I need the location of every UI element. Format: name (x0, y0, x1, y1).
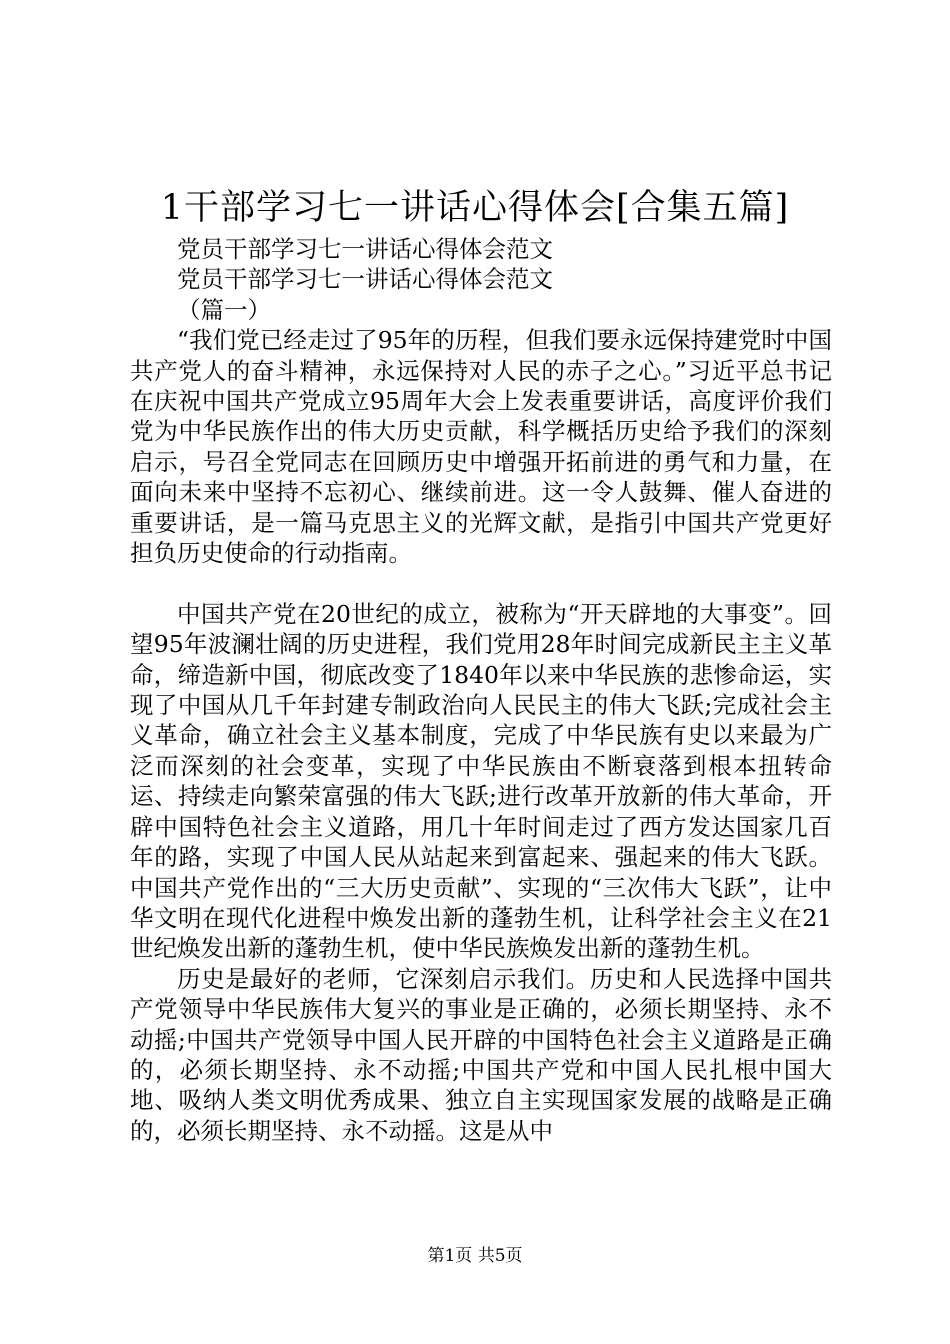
paragraph-spacer (130, 568, 832, 598)
paragraph-2: 中国共产党在20世纪的成立，被称为“开天辟地的大事变”。回望95年波澜壮阔的历史进程，我们党用28年时间完成新民主主义革命，缔造新中国，彻底改变了1840年以来中华民族的悲惨命运，实现了中国从几千年封建专制政治向人民民主的伟大飞跃;完成社会主义革命，确立社会主义基本制度，完成了中华民族有史以来最为广泛而深刻的社会变革，实现了中华民族由不断衰落到根本扭转命运、持续走向繁荣富强的伟大飞跃;进行改革开放新的伟大革命，开辟中国特色社会主义道路，用几十年时间走过了西方发达国家几百年的路，实现了中国人民从站起来到富起来、强起来的伟大飞跃。中国共产党作出的“三大历史贡献”、实现的“三次伟大飞跃”，让中华文明在现代化进程中焕发出新的蓬勃生机，让科学社会主义在21世纪焕发出新的蓬勃生机，使中华民族焕发出新的蓬勃生机。 (130, 599, 832, 963)
paragraph-1: “我们党已经走过了95年的历程，但我们要永远保持建党时中国共产党人的奋斗精神，永远保持对人民的赤子之心。”习近平总书记在庆祝中国共产党成立95周年大会上发表重要讲话，高度评价我们党为中华民族作出的伟大历史贡献，科学概括历史给予我们的深刻启示，号召全党同志在回顾历史中增强开拓前进的勇气和力量，在面向未来中坚持不忘初心、继续前进。这一令人鼓舞、催人奋进的重要讲话，是一篇马克思主义的光辉文献，是指引中国共产党更好担负历史使命的行动指南。 (130, 326, 832, 568)
section-label: （篇一） (177, 295, 271, 324)
paragraph-3: 历史是最好的老师，它深刻启示我们。历史和人民选择中国共产党领导中华民族伟大复兴的事业是正确的，必须长期坚持、永不动摇;中国共产党领导中国人民开辟的中国特色社会主义道路是正确的，必须长期坚持、永不动摇;中国共产党和中国人民扎根中国大地、吸纳人类文明优秀成果、独立自主实现国家发展的战略是正确的，必须长期坚持、永不动摇。这是从中 (130, 964, 832, 1145)
subtitle-line-1: 党员干部学习七一讲话心得体会范文 (177, 235, 553, 263)
page-number-footer: 第1页 共5页 (427, 1246, 523, 1266)
document-body (130, 234, 832, 1146)
subtitle-line-2: 党员干部学习七一讲话心得体会范文 (177, 265, 553, 294)
document-title: 1干部学习七一讲话心得体会[合集五篇] (160, 188, 790, 228)
